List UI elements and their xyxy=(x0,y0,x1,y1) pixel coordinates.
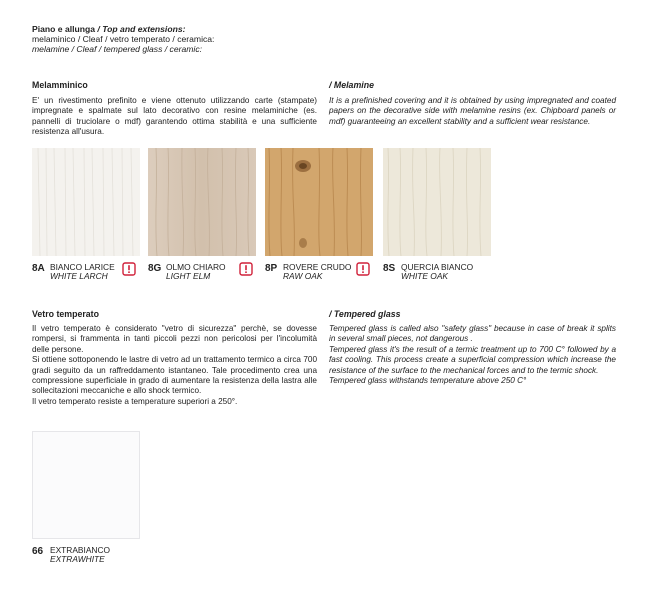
glass-text-it-p3: Il vetro temperato resiste a temperature superiori a 250°. xyxy=(32,396,238,406)
header-title-en: Top and extensions: xyxy=(102,24,186,34)
name-extrawhite: EXTRAWHITE xyxy=(50,554,105,564)
header-line-3: melamine / Cleaf / tempered glass / ceramic: xyxy=(32,44,203,54)
header-title-it: Piano e allunga xyxy=(32,24,96,34)
name-raw-oak: RAW OAK xyxy=(283,271,323,281)
label-extrawhite xyxy=(32,546,142,566)
name-light-elm: LIGHT ELM xyxy=(166,271,211,281)
name-quercia-bianco: QUERCIA BIANCO xyxy=(401,262,474,272)
header-sep: / xyxy=(95,24,103,34)
swatch-white-larch xyxy=(32,148,140,256)
raw-oak-texture xyxy=(265,148,373,256)
glass-text-en-p2: Tempered glass it's the result of a termic treatment up to 700 C° followed by a fast cooling. This process create a superficial compression which increase the resistance of the surface to the mechanical forces and to the termic shock. xyxy=(329,344,616,375)
code-8a: 8A xyxy=(32,263,45,274)
glass-text-en-p3: Tempered glass withstands temperature above 250 C° xyxy=(329,376,527,386)
melamine-title-it: Melamminico xyxy=(32,80,88,90)
swatch-extrawhite xyxy=(32,431,140,539)
glass-text-en xyxy=(329,324,616,386)
code-8g: 8G xyxy=(148,263,162,274)
glass-text-it-p2: Si ottiene sottoponendo le lastre di vetro ad un trattamento termico a circa 700 gradi seguito da un raffreddamento istantaneo. Tale procedimento crea una compressione superficiale in grado di aumentare la resistenza della lastra alle sollecitazioni meccaniche e allo shock termico. xyxy=(32,355,317,396)
melamine-text-it: E' un rivestimento prefinito e viene ottenuto utilizzando carte (stampate) impregnate e spalmate sul lato decorativo con resine melaminiche (es. pannelli di truciolare o mdf) garantendo ottima stabilità e una sufficiente resistenza all'usura. xyxy=(32,96,317,137)
light-elm-texture xyxy=(148,148,256,256)
warning-icon xyxy=(239,262,253,276)
white-oak-texture xyxy=(383,148,491,256)
melamine-title-en: / Melamine xyxy=(329,80,374,90)
glass-text-it-p1: Il vetro temperato è considerato "vetro di sicurezza" perchè, se dovesse rompersi, si frammenta in tanti piccoli pezzi non pericolosi per l'incolumità delle persone. xyxy=(32,324,317,354)
name-olmo-chiaro: OLMO CHIARO xyxy=(166,262,226,272)
glass-title-en: / Tempered glass xyxy=(329,309,401,319)
swatch-raw-oak xyxy=(265,148,373,256)
label-white-oak xyxy=(383,263,493,283)
code-66: 66 xyxy=(32,546,44,557)
warning-icon xyxy=(356,262,370,276)
glass-text-en-p1: Tempered glass is called also "safety glass" because in case of break it splits in several small pieces, not dangerous . xyxy=(329,324,616,344)
name-bianco-larice: BIANCO LARICE xyxy=(50,262,115,272)
extrawhite-glass-texture xyxy=(33,432,139,538)
code-8s: 8S xyxy=(383,263,396,274)
white-larch-texture xyxy=(32,148,140,256)
glass-title-it: Vetro temperato xyxy=(32,309,99,319)
warning-icon xyxy=(122,262,136,276)
code-8p: 8P xyxy=(265,263,278,274)
name-white-larch: WHITE LARCH xyxy=(50,271,108,281)
name-white-oak: WHITE OAK xyxy=(401,271,448,281)
swatch-light-elm xyxy=(148,148,256,256)
page-header xyxy=(32,24,214,54)
glass-text-it xyxy=(32,324,317,407)
melamine-text-en: It is a prefinished covering and it is obtained by using impregnated and coated papers on the decorative side with melamine resins (ex. Chipboard panels or mdf) guaranteeing an excellent stability and a sufficient wear resistance. xyxy=(329,96,616,126)
header-line-2: melaminico / Cleaf / vetro temperato / ceramica: xyxy=(32,34,215,44)
swatch-white-oak xyxy=(383,148,491,256)
name-rovere-crudo: ROVERE CRUDO xyxy=(283,262,352,272)
name-extrabianco: EXTRABIANCO xyxy=(50,545,111,555)
